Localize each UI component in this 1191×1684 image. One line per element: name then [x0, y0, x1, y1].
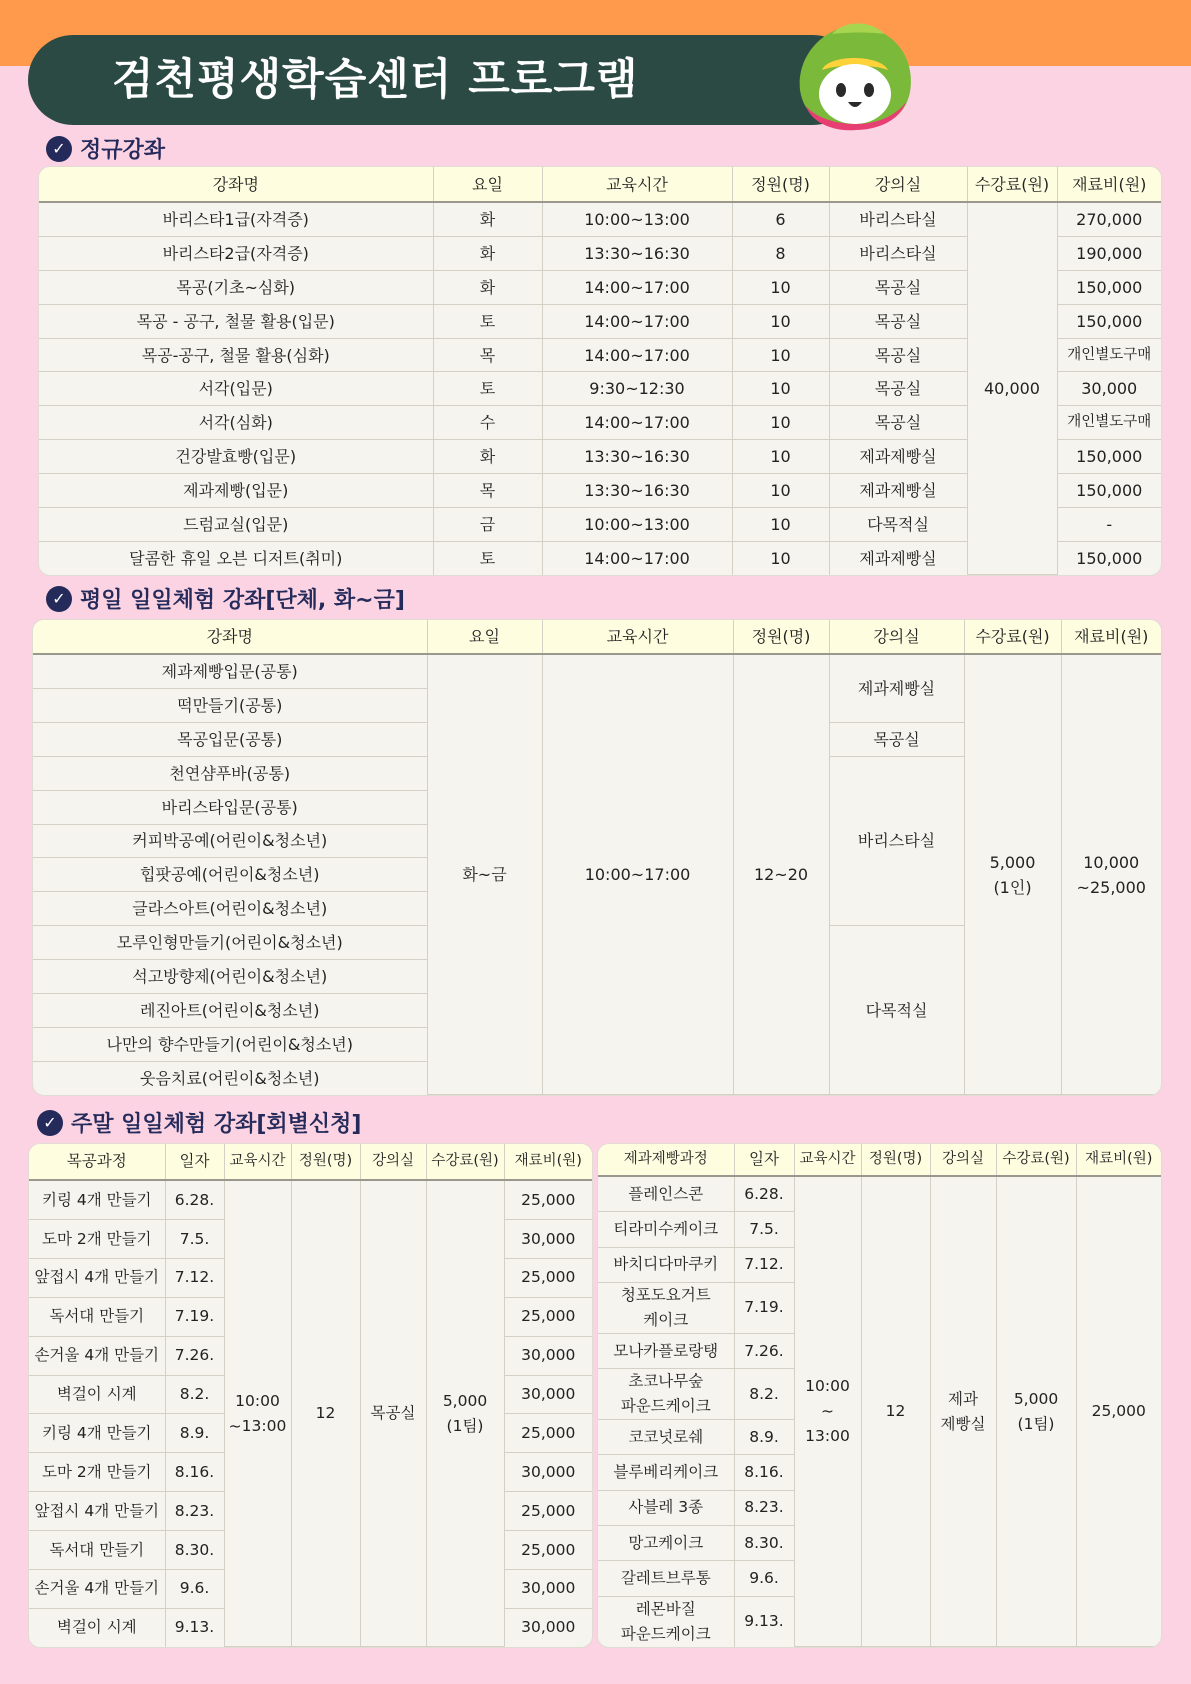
course-material: 150,000: [1057, 474, 1161, 508]
course-name: 천연샴푸바(공통): [33, 756, 427, 790]
course-name: 초코나무숲 파운드케이크: [598, 1369, 734, 1420]
course-material: 30,000: [504, 1336, 592, 1375]
course-capacity: 10: [732, 507, 829, 541]
course-material: 25,000: [504, 1531, 592, 1570]
room-line2: 제빵실: [940, 1414, 986, 1433]
course-date: 7.26.: [734, 1333, 794, 1368]
course-name: 손거울 4개 만들기: [29, 1569, 165, 1608]
col-day: 요일: [427, 620, 542, 654]
course-material: 30,000: [504, 1375, 592, 1414]
course-name: 벽걸이 시계: [29, 1375, 165, 1414]
course-time: 14:00~17:00: [542, 304, 732, 338]
course-name: 떡만들기(공통): [33, 689, 427, 723]
col-material: 재료비(원): [1076, 1144, 1161, 1176]
course-name: 모루인형만들기(어린이&청소년): [33, 926, 427, 960]
course-material: -: [1057, 507, 1161, 541]
course-name: 망고케이크: [598, 1525, 734, 1560]
course-date: 9.13.: [165, 1608, 224, 1646]
course-name: 나만의 향수만들기(어린이&청소년): [33, 1027, 427, 1061]
weekend-bakery-table: [597, 1143, 1162, 1648]
course-time: 13:30~16:30: [542, 237, 732, 271]
col-course: 제과제빵과정: [598, 1144, 734, 1176]
course-day: 목: [433, 338, 542, 372]
course-capacity: 10: [732, 338, 829, 372]
course-date: 8.2.: [165, 1375, 224, 1414]
course-name: 독서대 만들기: [29, 1531, 165, 1570]
course-room: 제과제빵실: [829, 654, 964, 722]
material-max: ~25,000: [1076, 877, 1146, 897]
course-day: 수: [433, 406, 542, 440]
table-row: [39, 202, 1161, 237]
weekend-wood-table: [28, 1143, 593, 1648]
course-room: 바리스타실: [829, 756, 964, 925]
course-name: 플레인스콘: [598, 1176, 734, 1212]
course-date: 7.12.: [734, 1247, 794, 1282]
course-name: 앞접시 4개 만들기: [29, 1492, 165, 1531]
course-date: 8.9.: [165, 1414, 224, 1453]
course-date: 8.30.: [734, 1525, 794, 1560]
col-room: 강의실: [829, 167, 967, 202]
course-name: 티라미수케이크: [598, 1212, 734, 1247]
course-fee: 40,000: [967, 202, 1057, 575]
col-capacity: 정원(명): [291, 1144, 360, 1180]
course-material: 150,000: [1057, 440, 1161, 474]
section-weekend: [37, 1107, 361, 1138]
course-room: 목공실: [829, 372, 967, 406]
time-start: 10:00: [235, 1391, 280, 1410]
course-date: 9.13.: [734, 1596, 794, 1647]
course-time: 14:00~17:00: [542, 270, 732, 304]
course-name: 석고방향제(어린이&청소년): [33, 960, 427, 994]
course-name: 도마 2개 만들기: [29, 1453, 165, 1492]
col-time: 교육시간: [542, 620, 733, 654]
fee-unit: (1팀): [1017, 1414, 1055, 1433]
course-date: 7.26.: [165, 1336, 224, 1375]
course-material: 150,000: [1057, 304, 1161, 338]
course-name: 글라스아트(어린이&청소년): [33, 892, 427, 926]
course-material: 25,000: [504, 1492, 592, 1531]
course-time: 10:00~13:00: [542, 202, 732, 237]
course-room: 다목적실: [829, 507, 967, 541]
section-regular-label: 정규강좌: [80, 138, 166, 163]
course-name: 제과제빵입문(공통): [33, 654, 427, 689]
col-fee: 수강료(원): [996, 1144, 1076, 1176]
course-date: 7.12.: [165, 1258, 224, 1297]
course-date: 8.23.: [165, 1492, 224, 1531]
section-weekend-label: 주말 일일체험 강좌[회별신청]: [71, 1112, 362, 1137]
course-room: 목공실: [360, 1180, 426, 1647]
course-material: 30,000: [504, 1453, 592, 1492]
page-title: 검천평생학습센터 프로그램: [112, 55, 639, 105]
course-material: 150,000: [1057, 270, 1161, 304]
course-material: 150,000: [1057, 541, 1161, 574]
course-name: 갈레트브루통: [598, 1561, 734, 1596]
col-capacity: 정원(명): [732, 167, 829, 202]
course-date: 8.16.: [165, 1453, 224, 1492]
regular-header-row: [39, 167, 1161, 202]
course-name: 목공(기초~심화): [39, 270, 433, 304]
course-material: 25,000: [504, 1297, 592, 1336]
col-fee: 수강료(원): [967, 167, 1057, 202]
course-capacity: 10: [732, 372, 829, 406]
col-name: 강좌명: [33, 620, 427, 654]
col-date: 일자: [165, 1144, 224, 1180]
weekday-header-row: [33, 620, 1161, 654]
course-room: 목공실: [829, 722, 964, 756]
section-weekday: [46, 583, 405, 614]
course-time: 10:00~17:00: [542, 654, 733, 1095]
col-material: 재료비(원): [1061, 620, 1161, 654]
course-name: 바리스타입문(공통): [33, 790, 427, 824]
course-room: 목공실: [829, 338, 967, 372]
time-end: ~13:00: [228, 1416, 287, 1435]
course-material: 30,000: [504, 1569, 592, 1608]
col-time: 교육시간: [542, 167, 732, 202]
course-name: 드럼교실(입문): [39, 507, 433, 541]
fee-unit: (1인): [993, 877, 1032, 897]
course-name: 키링 4개 만들기: [29, 1414, 165, 1453]
course-time: [794, 1176, 861, 1647]
course-room: 바리스타실: [829, 202, 967, 237]
col-course: 목공과정: [29, 1144, 165, 1180]
course-name: 도마 2개 만들기: [29, 1220, 165, 1259]
course-name: 힙팟공예(어린이&청소년): [33, 858, 427, 892]
col-time: 교육시간: [794, 1144, 861, 1176]
course-material: 30,000: [1057, 372, 1161, 406]
course-room: 목공실: [829, 406, 967, 440]
course-day: 목: [433, 474, 542, 508]
course-day: 토: [433, 304, 542, 338]
course-room: [930, 1176, 996, 1647]
course-capacity: 10: [732, 270, 829, 304]
course-day: 금: [433, 507, 542, 541]
col-time: 교육시간: [224, 1144, 291, 1180]
course-room: 목공실: [829, 304, 967, 338]
course-room: 제과제빵실: [829, 474, 967, 508]
course-date: 8.2.: [734, 1369, 794, 1420]
course-material: 25,000: [1076, 1176, 1161, 1647]
course-fee: [964, 654, 1061, 1095]
course-capacity: 10: [732, 474, 829, 508]
course-name: 커피박공예(어린이&청소년): [33, 824, 427, 858]
course-date: 8.23.: [734, 1490, 794, 1525]
course-time: 13:30~16:30: [542, 474, 732, 508]
course-time: 9:30~12:30: [542, 372, 732, 406]
course-room: 다목적실: [829, 926, 964, 1095]
course-name: 서각(심화): [39, 406, 433, 440]
bakery-header-row: [598, 1144, 1161, 1176]
course-name: 바리스타1급(자격증): [39, 202, 433, 237]
course-name: 손거울 4개 만들기: [29, 1336, 165, 1375]
course-fee: [426, 1180, 504, 1647]
course-day: 화: [433, 270, 542, 304]
course-material: 25,000: [504, 1258, 592, 1297]
fee-amount: 5,000: [442, 1391, 488, 1410]
col-name: 강좌명: [39, 167, 433, 202]
course-date: 7.19.: [734, 1282, 794, 1333]
leaf-mascot-icon: [792, 20, 918, 132]
course-room: 바리스타실: [829, 237, 967, 271]
course-capacity: 12~20: [733, 654, 829, 1095]
course-name: 키링 4개 만들기: [29, 1180, 165, 1220]
time-end: ~ 13:00: [805, 1402, 850, 1445]
time-start: 10:00: [805, 1377, 850, 1395]
course-name: 바치디다마쿠키: [598, 1247, 734, 1282]
course-material: 25,000: [504, 1180, 592, 1220]
course-date: 7.19.: [165, 1297, 224, 1336]
course-name: 코코넛로쉐: [598, 1420, 734, 1455]
section-regular: [46, 133, 165, 164]
col-fee: 수강료(원): [964, 620, 1061, 654]
course-capacity: 10: [732, 541, 829, 574]
col-room: 강의실: [360, 1144, 426, 1180]
course-day: 화: [433, 237, 542, 271]
course-material: [1061, 654, 1161, 1095]
course-name: 바리스타2급(자격증): [39, 237, 433, 271]
course-room: 제과제빵실: [829, 541, 967, 574]
course-name: 목공입문(공통): [33, 722, 427, 756]
course-date: 9.6.: [734, 1561, 794, 1596]
course-material: 270,000: [1057, 202, 1161, 237]
fee-unit: (1팀): [446, 1416, 484, 1435]
fee-amount: 5,000: [1013, 1389, 1059, 1408]
course-date: 6.28.: [165, 1180, 224, 1220]
col-room: 강의실: [829, 620, 964, 654]
col-room: 강의실: [930, 1144, 996, 1176]
course-time: 14:00~17:00: [542, 541, 732, 574]
course-name: 달콤한 휴일 오븐 디저트(취미): [39, 541, 433, 574]
course-name: 독서대 만들기: [29, 1297, 165, 1336]
col-date: 일자: [734, 1144, 794, 1176]
course-date: 9.6.: [165, 1569, 224, 1608]
section-weekday-label: 평일 일일체험 강좌[단체, 화~금]: [80, 588, 405, 613]
course-name: 블루베리케이크: [598, 1455, 734, 1490]
table-row: [598, 1176, 1161, 1212]
course-capacity: 8: [732, 237, 829, 271]
wood-header-row: [29, 1144, 592, 1180]
course-capacity: 12: [291, 1180, 360, 1647]
table-row: [33, 654, 1161, 689]
check-circle-icon: ✓: [37, 1110, 63, 1136]
course-name: 제과제빵(입문): [39, 474, 433, 508]
check-circle-icon: ✓: [46, 136, 72, 162]
course-capacity: 10: [732, 440, 829, 474]
course-name: 레진아트(어린이&청소년): [33, 993, 427, 1027]
course-date: 8.30.: [165, 1531, 224, 1570]
course-material: 190,000: [1057, 237, 1161, 271]
course-date: 8.16.: [734, 1455, 794, 1490]
room-line1: 제과: [948, 1389, 978, 1408]
course-material: 개인별도구매: [1057, 338, 1161, 372]
course-name: 건강발효빵(입문): [39, 440, 433, 474]
course-day: 토: [433, 372, 542, 406]
course-date: 6.28.: [734, 1176, 794, 1212]
course-day: 화~금: [427, 654, 542, 1095]
course-material: 30,000: [504, 1608, 592, 1646]
course-name: 웃음치료(어린이&청소년): [33, 1061, 427, 1094]
col-material: 재료비(원): [504, 1144, 592, 1180]
course-name: 목공-공구, 철물 활용(심화): [39, 338, 433, 372]
course-capacity: 6: [732, 202, 829, 237]
course-name: 모나카플로랑탱: [598, 1333, 734, 1368]
course-day: 화: [433, 202, 542, 237]
course-name: 레몬바질 파운드케이크: [598, 1596, 734, 1647]
course-capacity: 10: [732, 304, 829, 338]
col-material: 재료비(원): [1057, 167, 1161, 202]
course-day: 토: [433, 541, 542, 574]
course-fee: [996, 1176, 1076, 1647]
regular-table: [38, 166, 1162, 576]
course-day: 화: [433, 440, 542, 474]
course-room: 제과제빵실: [829, 440, 967, 474]
course-name: 서각(입문): [39, 372, 433, 406]
course-name: 청포도요거트 케이크: [598, 1282, 734, 1333]
fee-amount: 5,000: [989, 852, 1036, 872]
course-capacity: 10: [732, 406, 829, 440]
course-date: 7.5.: [734, 1212, 794, 1247]
course-name: 목공 - 공구, 철물 활용(입문): [39, 304, 433, 338]
material-min: 10,000: [1083, 852, 1140, 872]
course-time: 13:30~16:30: [542, 440, 732, 474]
weekday-table: [32, 619, 1162, 1096]
col-fee: 수강료(원): [426, 1144, 504, 1180]
course-time: [224, 1180, 291, 1647]
course-name: 사블레 3종: [598, 1490, 734, 1525]
course-date: 7.5.: [165, 1220, 224, 1259]
course-room: 목공실: [829, 270, 967, 304]
col-day: 요일: [433, 167, 542, 202]
course-time: 14:00~17:00: [542, 338, 732, 372]
course-time: 14:00~17:00: [542, 406, 732, 440]
course-capacity: 12: [861, 1176, 930, 1647]
course-time: 10:00~13:00: [542, 507, 732, 541]
course-name: 앞접시 4개 만들기: [29, 1258, 165, 1297]
col-capacity: 정원(명): [861, 1144, 930, 1176]
check-circle-icon: ✓: [46, 586, 72, 612]
course-material: 개인별도구매: [1057, 406, 1161, 440]
course-name: 벽걸이 시계: [29, 1608, 165, 1646]
course-material: 30,000: [504, 1220, 592, 1259]
course-material: 25,000: [504, 1414, 592, 1453]
col-capacity: 정원(명): [733, 620, 829, 654]
course-date: 8.9.: [734, 1420, 794, 1455]
table-row: [29, 1180, 592, 1220]
